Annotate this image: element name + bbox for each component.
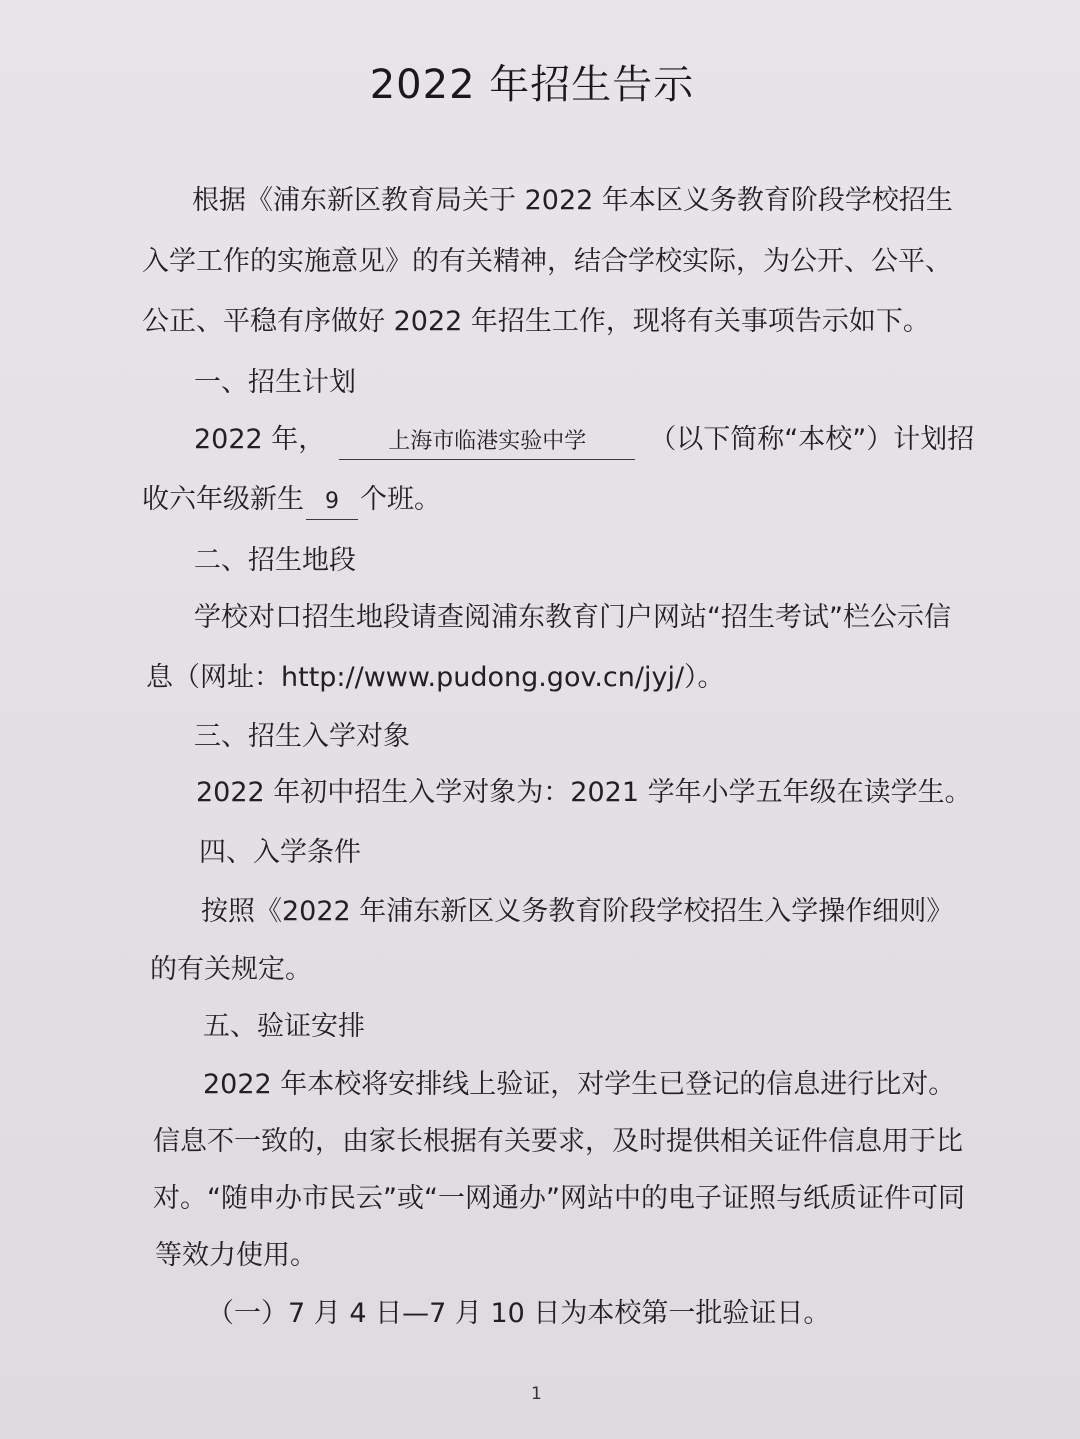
section-5-heading: 五、验证安排	[203, 1011, 365, 1042]
section-1-line-2-suffix: 个班。	[360, 484, 441, 515]
intro-line-3: 公正、平稳有序做好 2022 年招生工作，现将有关事项告示如下。	[142, 306, 930, 337]
section-5-line-2: 信息不一致的，由家长根据有关要求，及时提供相关证件信息用于比	[153, 1126, 963, 1157]
section-4-line-1: 按照《2022 年浦东新区义务教育阶段学校招生入学操作细则》	[201, 896, 954, 927]
section-5-item-1: （一）7 月 4 日—7 月 10 日为本校第一批验证日。	[207, 1298, 831, 1329]
section-5-line-3: 对。“随申办市民云”或“一网通办”网站中的电子证照与纸质证件可同	[153, 1183, 965, 1214]
document-title: 2022 年招生告示	[369, 62, 695, 108]
school-name-field: 上海市临港实验中学	[339, 425, 635, 460]
section-5-line-1: 2022 年本校将安排线上验证，对学生已登记的信息进行比对。	[203, 1069, 956, 1100]
page-number: 1	[531, 1384, 542, 1404]
section-1-heading: 一、招生计划	[194, 367, 356, 398]
intro-line-1: 根据《浦东新区教育局关于 2022 年本区义务教育阶段学校招生	[192, 185, 953, 216]
section-2-line-1: 学校对口招生地段请查阅浦东教育门户网站“招生考试”栏公示信	[194, 602, 951, 633]
intro-line-2: 入学工作的实施意见》的有关精神，结合学校实际，为公开、公平、	[142, 246, 952, 277]
section-1-line-1-suffix: （以下简称“本校”）计划招	[649, 424, 975, 455]
section-1-line-2	[142, 480, 441, 520]
section-2-heading: 二、招生地段	[194, 545, 356, 576]
section-3-heading: 三、招生入学对象	[194, 721, 410, 752]
section-1-line-1-prefix: 2022 年，	[194, 424, 326, 455]
section-5-line-4: 等效力使用。	[155, 1240, 317, 1271]
section-2-line-2: 息（网址：http://www.pudong.gov.cn/jyj/）。	[146, 662, 725, 693]
section-1-line-1	[194, 420, 974, 460]
section-4-line-2: 的有关规定。	[150, 954, 312, 985]
class-count-field: 9	[306, 485, 358, 520]
section-4-heading: 四、入学条件	[199, 837, 361, 868]
section-1-line-2-prefix: 收六年级新生	[142, 484, 304, 515]
section-3-line-1: 2022 年初中招生入学对象为：2021 学年小学五年级在读学生。	[196, 777, 972, 808]
